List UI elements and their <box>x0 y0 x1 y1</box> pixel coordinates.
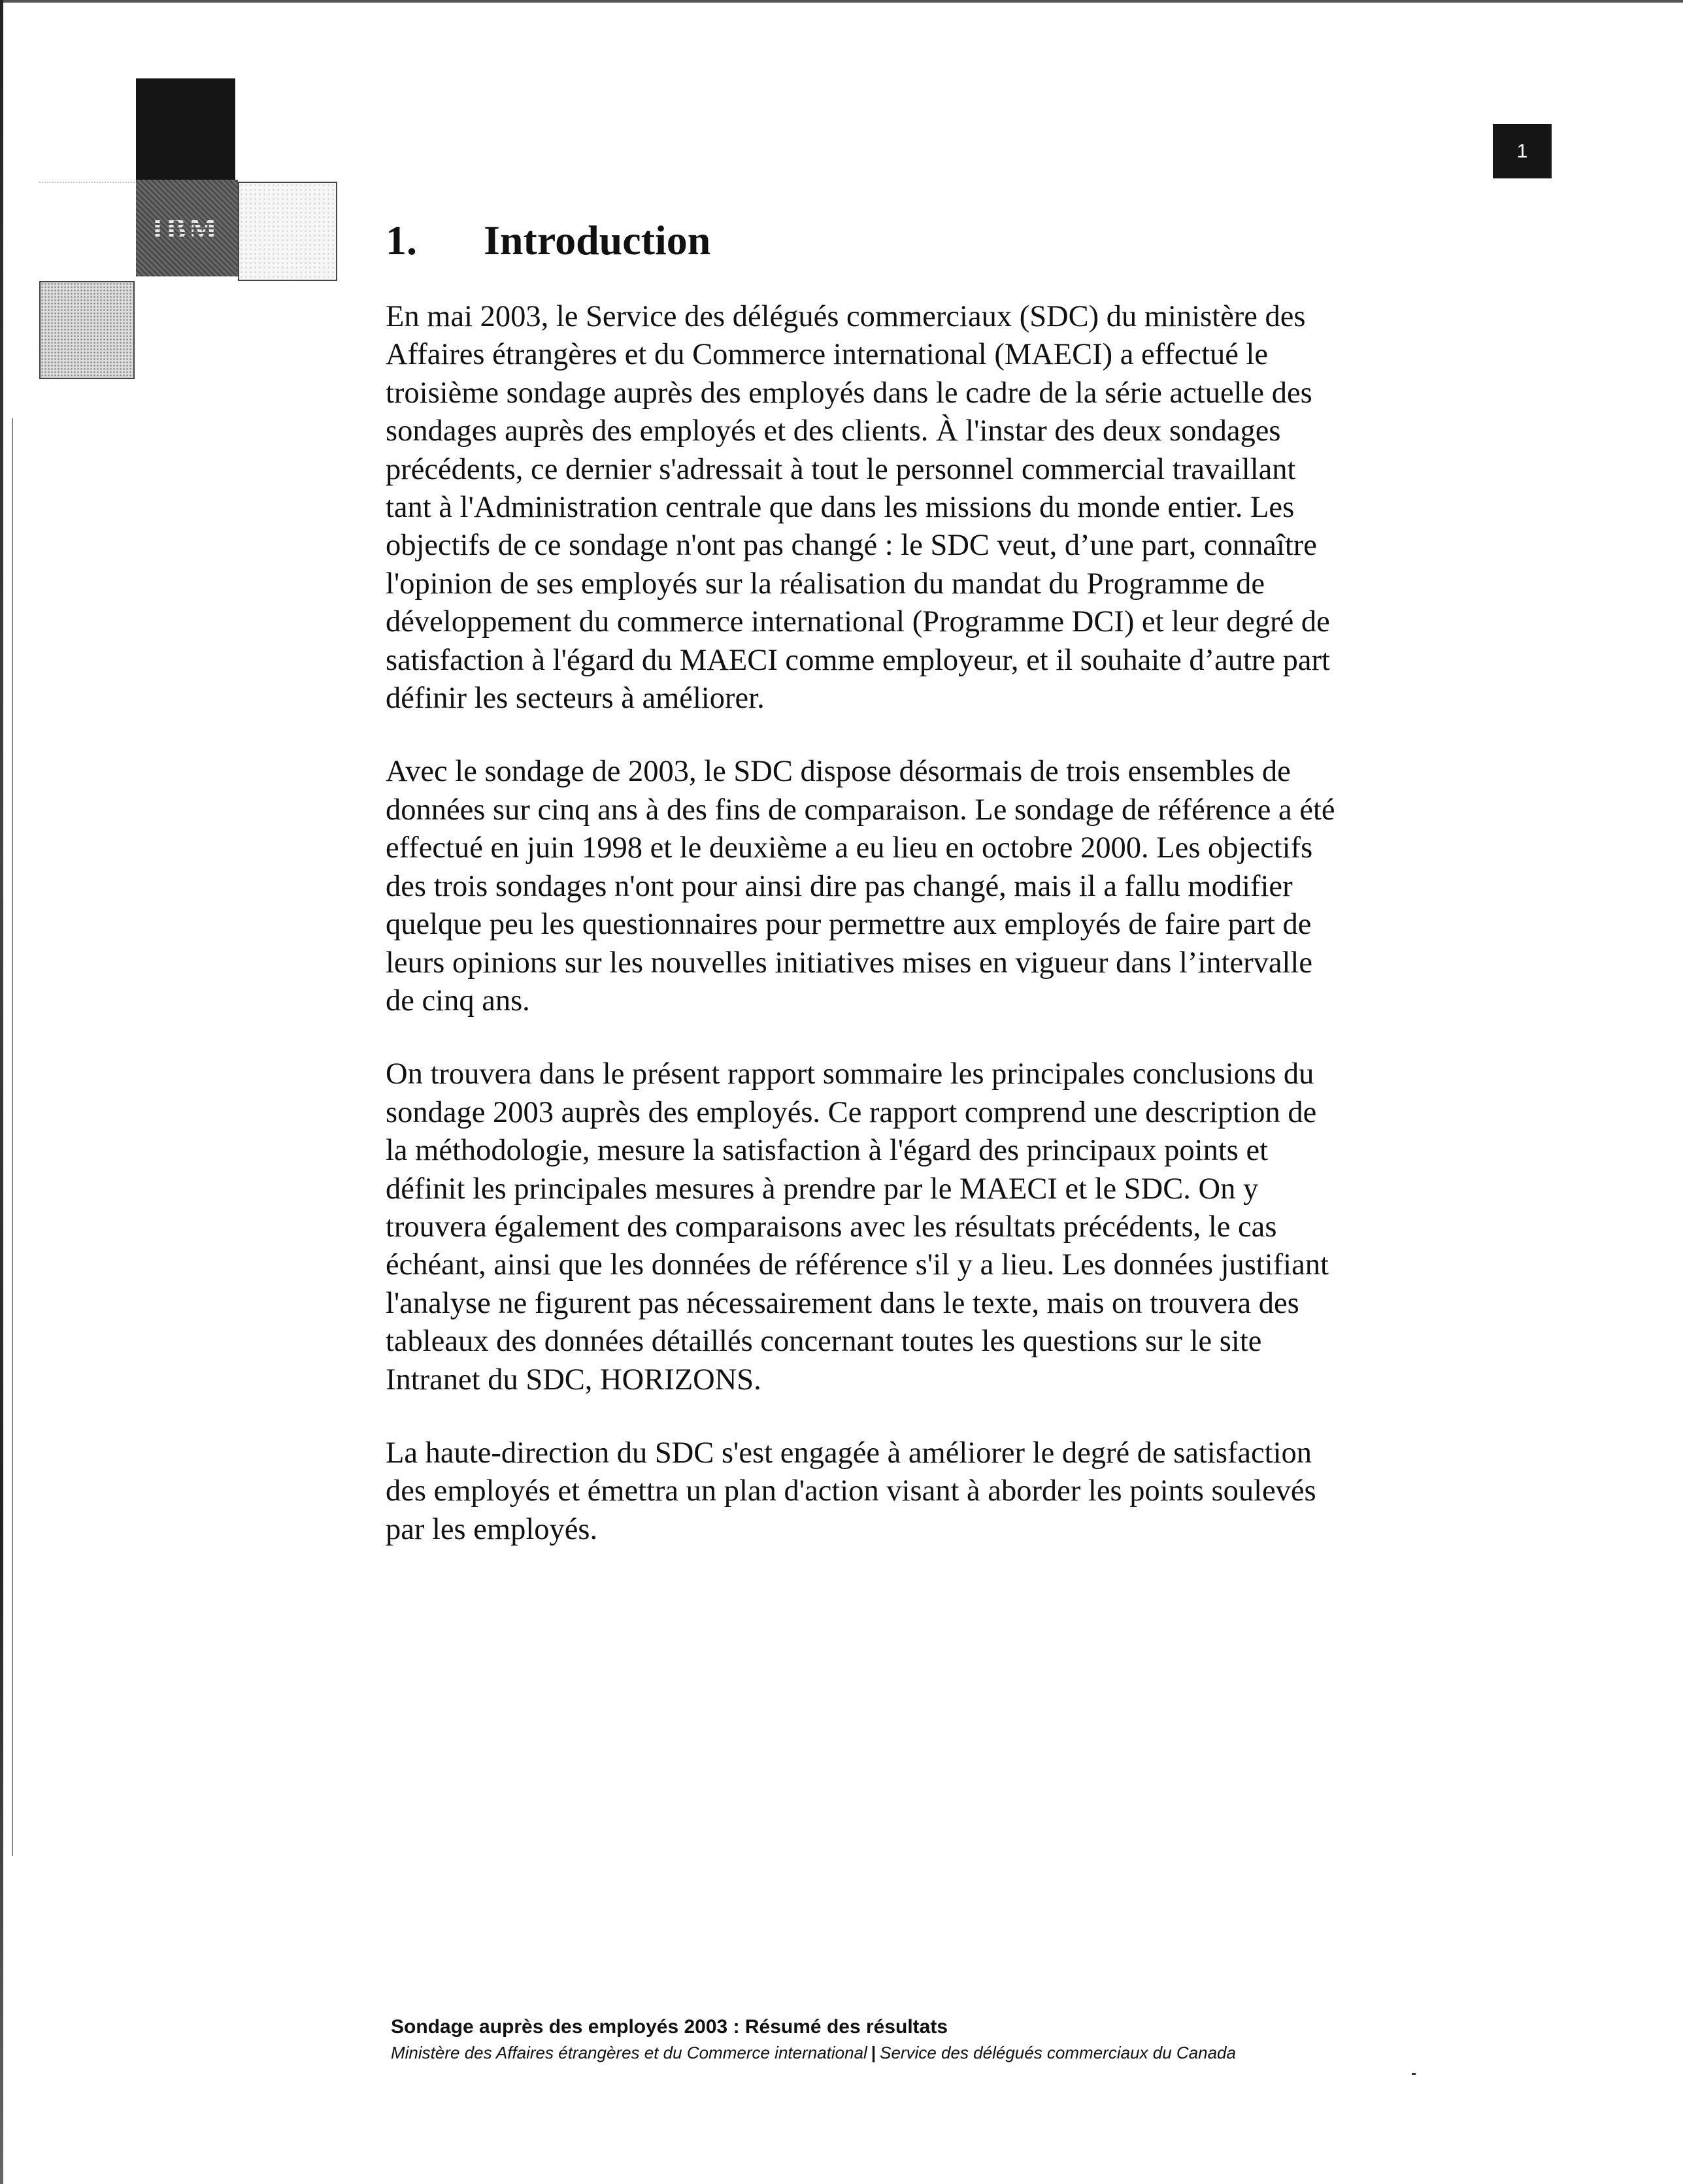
text-line: la méthodologie, mesure la satisfaction à l'égard des principaux points et <box>386 1134 1269 1168</box>
text-line: Avec le sondage de 2003, le SDC dispose désormais de trois ensembles de <box>386 755 1291 789</box>
text-line: de cinq ans. <box>386 984 530 1018</box>
text-line: sondages auprès des employés et des clients. À l'instar des deux sondages <box>386 414 1281 448</box>
text-line: l'opinion de ses employés sur la réalisation du mandat du Programme de <box>386 567 1265 601</box>
scan-border-left-inner <box>12 418 13 1856</box>
text-line: Affaires étrangères et du Commerce international (MAECI) a effectué le <box>386 338 1269 372</box>
text-line: troisième sondage auprès des employés dans le cadre de la série actuelle des <box>386 376 1312 410</box>
text-line: On trouvera dans le présent rapport sommaire les principales conclusions du <box>386 1057 1314 1091</box>
body-text <box>386 298 1444 1584</box>
scan-speck <box>1412 2073 1416 2075</box>
text-line: tableaux des données détaillés concernant toutes les questions sur le site <box>386 1325 1262 1359</box>
text-line: définir les secteurs à améliorer. <box>386 682 765 716</box>
page-number-badge: 1 <box>1493 124 1552 178</box>
section-heading <box>386 214 710 267</box>
footer-subtitle <box>391 2040 1236 2065</box>
footer-separator: | <box>871 2043 876 2062</box>
text-line: satisfaction à l'égard du MAECI comme employeur, et il souhaite d’autre part <box>386 643 1330 677</box>
ibm-logo-text: IBM <box>152 212 220 245</box>
text-line: En mai 2003, le Service des délégués commerciaux (SDC) du ministère des <box>386 300 1306 333</box>
text-line: définit les principales mesures à prendre par le MAECI et le SDC. On y <box>386 1172 1259 1206</box>
text-line: précédents, ce dernier s'adressait à tout le personnel commercial travaillant <box>386 452 1296 486</box>
text-line: tant à l'Administration centrale que dans les missions du monde entier. Les <box>386 491 1295 525</box>
text-line: développement du commerce international (Programme DCI) et leur degré de <box>386 605 1330 639</box>
text-line: objectifs de ce sondage n'ont pas changé : le SDC veut, d’une part, connaître <box>386 529 1317 563</box>
logo-block-small <box>39 281 135 379</box>
text-line: l'analyse ne figurent pas nécessairement dans le texte, mais on trouvera des <box>386 1286 1299 1320</box>
section-number: 1. <box>386 217 417 263</box>
paragraph <box>386 753 1444 1020</box>
text-line: données sur cinq ans à des fins de comparaison. Le sondage de référence a été <box>386 793 1335 827</box>
text-line: quelque peu les questionnaires pour permettre aux employés de faire part de <box>386 908 1312 942</box>
text-line: trouvera également des comparaisons avec les résultats précédents, le cas <box>386 1210 1277 1244</box>
text-line: des employés et émettra un plan d'action visant à aborder les points soulevés <box>386 1474 1316 1508</box>
text-line: des trois sondages n'ont pour ainsi dire pas changé, mais il a fallu modifier <box>386 869 1293 903</box>
scan-border-left <box>0 0 3 2184</box>
text-line: sondage 2003 auprès des employés. Ce rapport comprend une description de <box>386 1095 1317 1129</box>
text-line: effectué en juin 1998 et le deuxième a eu lieu en octobre 2000. Les objectifs <box>386 831 1313 865</box>
ibm-logo-mark <box>136 180 238 276</box>
text-line: échéant, ainsi que les données de référence s'il y a lieu. Les données justifiant <box>386 1248 1329 1282</box>
logo-dotted-line <box>39 182 137 183</box>
page-footer <box>391 2014 1236 2065</box>
paragraph <box>386 1055 1444 1399</box>
text-line: Intranet du SDC, HORIZONS. <box>386 1363 761 1397</box>
logo-block-dark <box>136 78 235 180</box>
text-line: leurs opinions sur les nouvelles initiatives mises en vigueur dans l’intervalle <box>386 946 1312 980</box>
footer-title: Sondage auprès des employés 2003 : Résumé des résultats <box>391 2016 948 2038</box>
text-line: par les employés. <box>386 1512 598 1546</box>
paragraph <box>386 298 1444 718</box>
footer-ministry: Ministère des Affaires étrangères et du Commerce international <box>391 2043 867 2062</box>
scan-border-top <box>0 0 1683 3</box>
section-title: Introduction <box>484 217 711 263</box>
paragraph <box>386 1434 1444 1549</box>
text-line: La haute-direction du SDC s'est engagée à améliorer le degré de satisfaction <box>386 1436 1312 1470</box>
footer-service: Service des délégués commerciaux du Canada <box>880 2043 1236 2062</box>
logo-block-light <box>238 182 337 281</box>
